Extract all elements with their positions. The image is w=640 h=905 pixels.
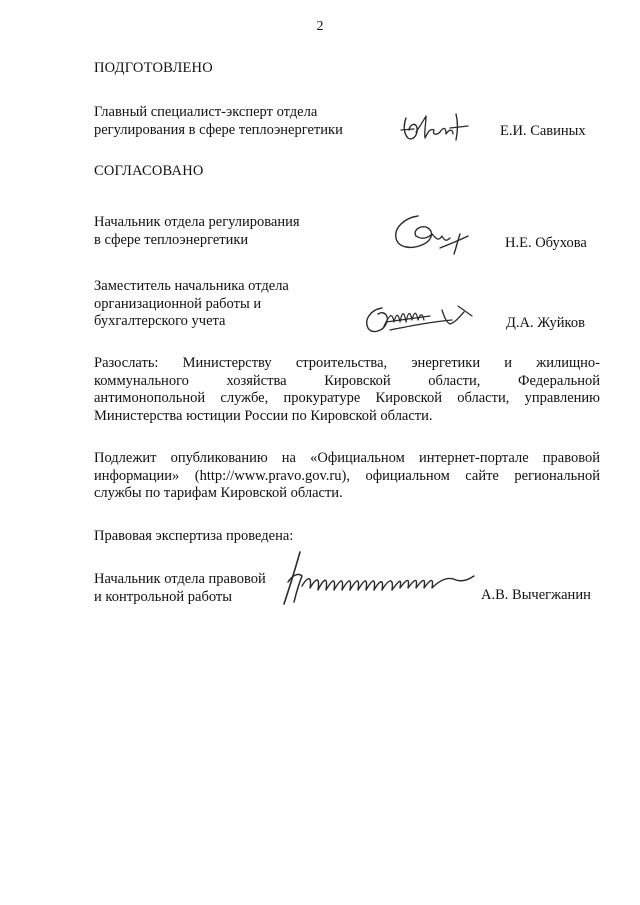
publication-paragraph <box>94 450 600 503</box>
distribution-paragraph <box>94 355 600 425</box>
prepared-name: Е.И. Савиных <box>500 123 586 139</box>
paragraph-line: антимонопольной службе, прокуратуре Кировской области, управлению <box>94 390 600 406</box>
legal-review-position <box>94 571 266 606</box>
paragraph-line: Разослать: Министерству строительства, энергетики и жилищно- <box>94 355 600 371</box>
signer-obukhova-position <box>94 214 300 249</box>
position-line: Начальник отдела регулирования <box>94 214 300 230</box>
position-line: регулирования в сфере теплоэнергетики <box>94 121 343 138</box>
legal-review-heading: Правовая экспертиза проведена: <box>94 528 294 544</box>
signature-vychegzhanin <box>276 546 482 610</box>
legal-review-name: А.В. Вычегжанин <box>481 587 591 603</box>
position-line: Заместитель начальника отдела <box>94 278 289 294</box>
signature-obukhova <box>388 208 476 258</box>
paragraph-line: коммунального хозяйства Кировской области, Федеральной <box>94 372 600 389</box>
position-line: в сфере теплоэнергетики <box>94 231 249 248</box>
position-line: и контрольной работы <box>94 588 232 605</box>
paragraph-line: Подлежит опубликованию на «Официальном интернет-портале правовой <box>94 450 600 466</box>
position-line: Главный специалист-эксперт отдела <box>94 104 318 120</box>
signature-zhuikov <box>360 300 476 340</box>
position-line: бухгалтерского учета <box>94 313 226 329</box>
prepared-position <box>94 104 343 139</box>
paragraph-line: информации» (http://www.pravo.gov.ru), официальном сайте региональной <box>94 467 600 484</box>
signer-zhuikov-name: Д.А. Жуйков <box>506 315 585 331</box>
agreed-heading: СОГЛАСОВАНО <box>94 163 204 179</box>
position-line: организационной работы и <box>94 295 262 312</box>
signature-savinykh <box>398 108 480 146</box>
page-number: 2 <box>316 19 324 34</box>
prepared-heading: ПОДГОТОВЛЕНО <box>94 60 213 76</box>
position-line: Начальник отдела правовой <box>94 571 266 587</box>
paragraph-line: Министерства юстиции России по Кировской области. <box>94 407 433 424</box>
paragraph-line: службы по тарифам Кировской области. <box>94 485 343 501</box>
signer-zhuikov-position <box>94 278 289 331</box>
signer-obukhova-name: Н.Е. Обухова <box>505 235 587 251</box>
